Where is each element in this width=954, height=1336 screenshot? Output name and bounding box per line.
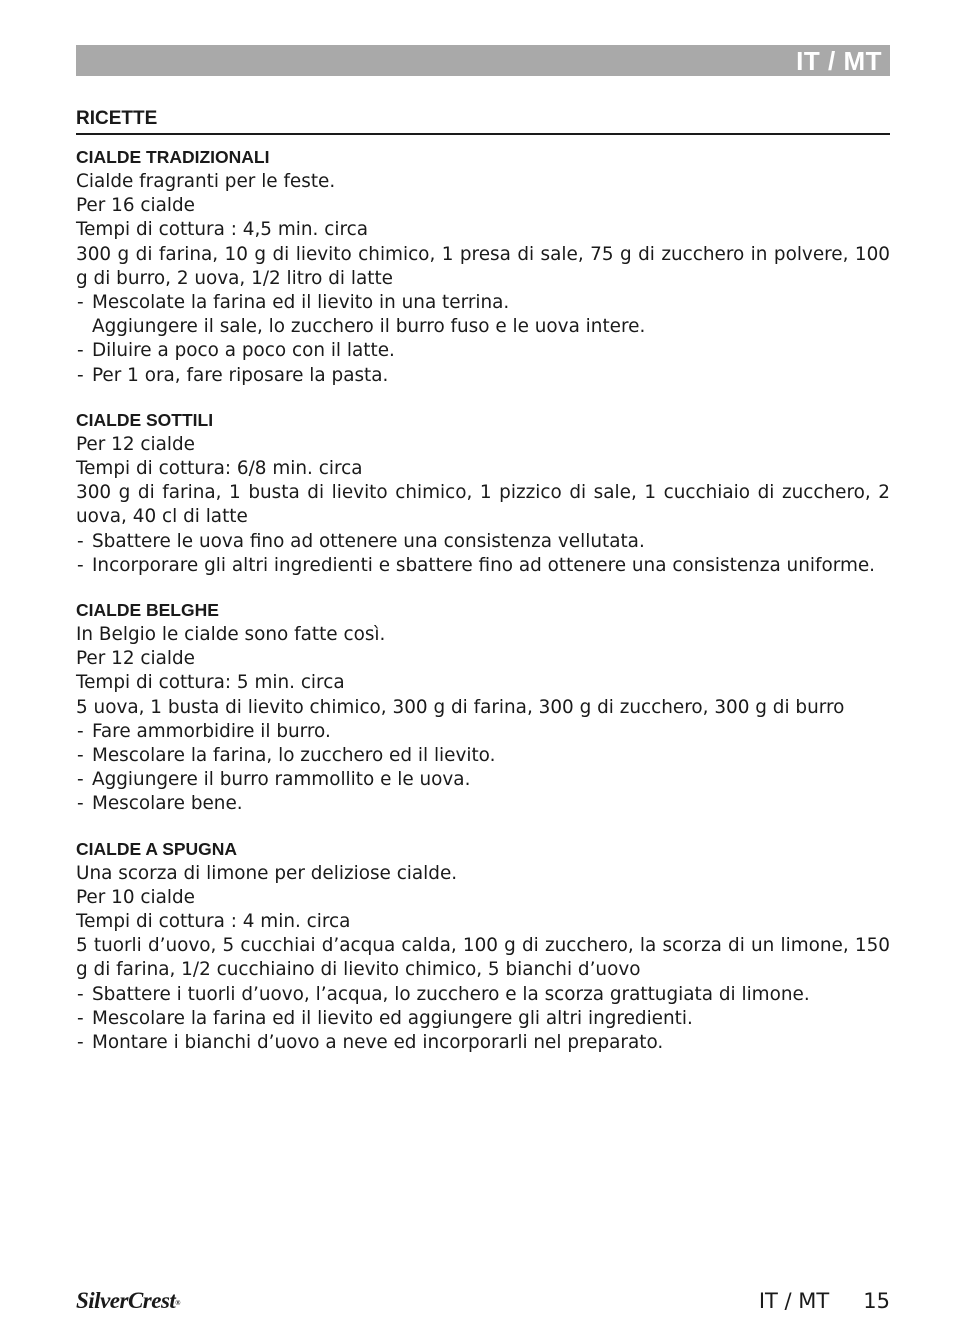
section-title: RICETTE (76, 107, 890, 135)
recipe-title: CIALDE BELGHE (76, 600, 219, 621)
recipe-cialde-sottili (76, 407, 890, 578)
recipes-content (76, 144, 890, 1074)
header-bar (76, 45, 890, 76)
recipe-servings: Per 12 cialde (76, 648, 195, 670)
recipe-ingredients: 300 g di farina, 1 busta di lievito chimico, 1 pizzico di sale, 1 cucchiaio di zucchero, 2 uova, 40 cl di latte (76, 482, 890, 528)
recipe-cialde-a-spugna (76, 836, 890, 1056)
recipe-ingredients: 300 g di farina, 10 g di lievito chimico, 1 presa di sale, 75 g di zucchero in polvere, 100 g di burro, 2 uova, 1/2 litro di latte (76, 243, 890, 289)
recipe-step: - Aggiungere il burro rammollito e le uova. (76, 768, 890, 792)
recipe-step-continuation: Aggiungere il sale, lo zucchero il burro fuso e le uova intere. (92, 316, 646, 338)
recipe-step: - Montare i bianchi d’uovo a neve ed incorporarli nel preparato. (76, 1031, 890, 1055)
recipe-step: - Per 1 ora, fare riposare la pasta. (76, 364, 890, 388)
recipe-step-text: - Mescolate la farina ed il lievito in una terrina. (92, 292, 510, 314)
recipe-step: - Incorporare gli altri ingredienti e sbattere fino ad ottenere una consistenza uniforme. (76, 554, 890, 578)
recipe-step: - Mescolare la farina, lo zucchero ed il lievito. (76, 744, 890, 768)
recipe-steps (76, 291, 890, 388)
recipe-servings: Per 12 cialde (76, 433, 195, 455)
recipe-steps (76, 720, 890, 817)
trademark-symbol: ® (175, 1299, 181, 1307)
recipe-time: Tempi di cottura : 4 min. circa (76, 911, 351, 933)
recipe-cialde-belghe (76, 597, 890, 817)
recipe-time: Tempi di cottura: 6/8 min. circa (76, 458, 363, 480)
recipe-time: Tempi di cottura: 5 min. circa (76, 672, 345, 694)
recipe-time: Tempi di cottura : 4,5 min. circa (76, 219, 368, 241)
recipe-servings: Per 16 cialde (76, 195, 195, 217)
header-language-code: IT / MT (796, 46, 882, 76)
footer-page-info (759, 1288, 890, 1314)
recipe-step: - Sbattere le uova fino ad ottenere una consistenza vellutata. (76, 530, 890, 554)
recipe-step: - Mescolare bene. (76, 792, 890, 816)
recipe-servings: Per 10 cialde (76, 886, 195, 908)
recipe-title: CIALDE SOTTILI (76, 409, 214, 430)
recipe-steps (76, 983, 890, 1056)
recipe-intro: Una scorza di limone per deliziose cialde. (76, 862, 458, 884)
recipe-step: - Diluire a poco a poco con il latte. (76, 339, 890, 363)
recipe-step: - Mescolare la farina ed il lievito ed aggiungere gli altri ingredienti. (76, 1007, 890, 1031)
recipe-step: - Sbattere i tuorli d’uovo, l’acqua, lo zucchero e la scorza grattugiata di limone. (76, 983, 890, 1007)
recipe-step (76, 291, 890, 339)
recipe-step: - Fare ammorbidire il burro. (76, 720, 890, 744)
page-number: 15 (863, 1289, 890, 1313)
footer-language-code: IT / MT (758, 1289, 830, 1313)
brand-logo (76, 1287, 180, 1315)
recipe-title: CIALDE TRADIZIONALI (76, 147, 270, 167)
recipe-steps (76, 530, 890, 578)
recipe-title: CIALDE A SPUGNA (76, 838, 238, 859)
recipe-intro: In Belgio le cialde sono fatte così. (76, 624, 386, 646)
recipe-cialde-tradizionali (76, 144, 890, 388)
recipe-intro: Cialde fragranti per le feste. (76, 171, 336, 192)
recipe-ingredients: 5 uova, 1 busta di lievito chimico, 300 g di farina, 300 g di zucchero, 300 g di burro (76, 696, 845, 718)
brand-name: SilverCrest (76, 1288, 176, 1313)
recipe-ingredients: 5 tuorli d’uovo, 5 cucchiai d’acqua calda, 100 g di zucchero, la scorza di un limone, 150 g di farina, 1/2 cucchiaino di lievito chimico, 5 bianchi d’uovo (76, 935, 890, 981)
